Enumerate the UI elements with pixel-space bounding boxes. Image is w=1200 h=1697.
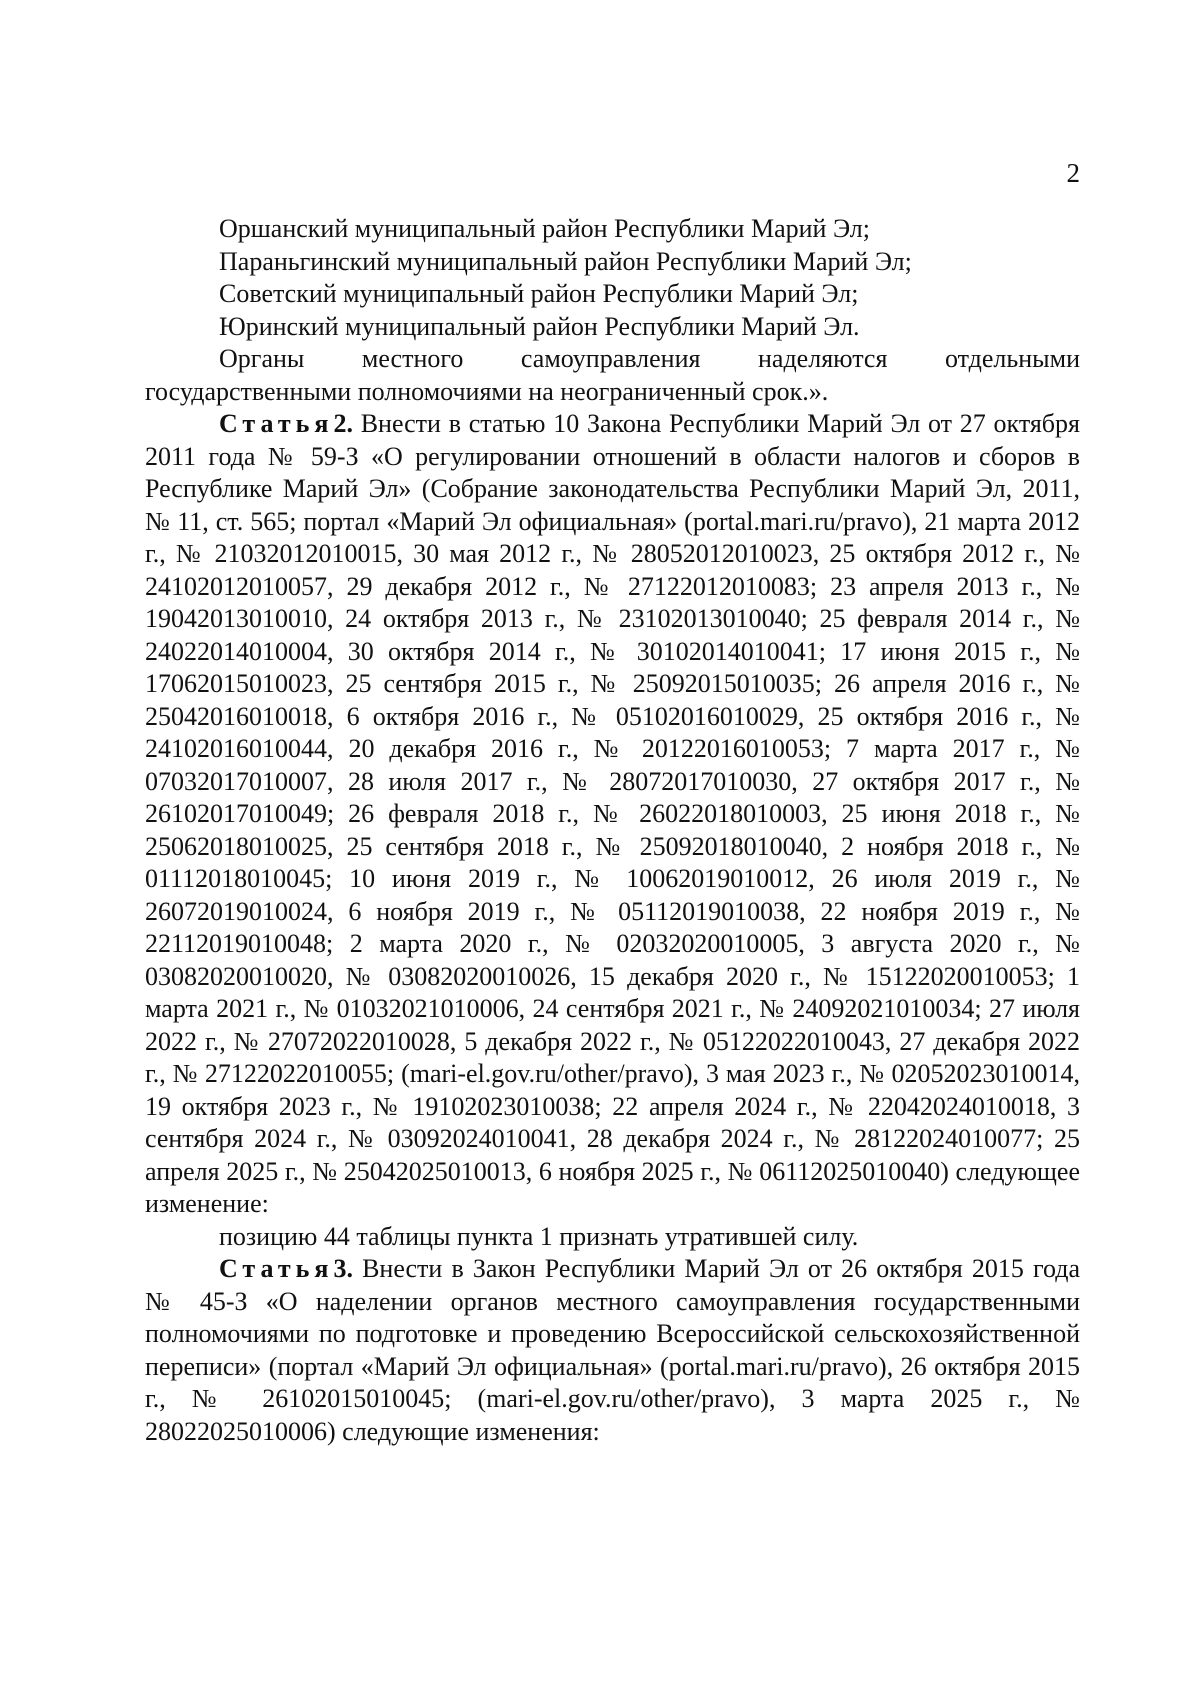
district-paranga: Параньгинский муниципальный район Республики Марий Эл; bbox=[219, 246, 912, 276]
article-3-label: Статья bbox=[219, 1254, 334, 1283]
document-body bbox=[145, 213, 1080, 1448]
article-2-label: Статья bbox=[219, 409, 334, 438]
district-orsha: Оршанский муниципальный район Республики Марий Эл; bbox=[219, 214, 870, 243]
article-3 bbox=[145, 1253, 1080, 1448]
term-paragraph: Органы местного самоуправления наделяются отдельными государственными полномочиями на неограниченный срок.». bbox=[145, 344, 1080, 406]
article-2 bbox=[145, 408, 1080, 1221]
article-3-number: 3. bbox=[333, 1254, 353, 1283]
district-yurino: Юринский муниципальный район Республики Марий Эл. bbox=[219, 311, 860, 341]
page-number: 2 bbox=[1066, 158, 1080, 188]
article-3-text: Внести в Закон Республики Марий Эл от 26 октября 2015 года № 45-З «О наделении органов местного самоуправления государственными полномочиями по подготовке и проведению Всероссийской сельскохозяйственной переписи» (портал «Марий Эл официальная» (portal.mari.ru/pravo), 26 октября 2015 г., № 26102015010045; (mari-el.gov.ru/other/pravo), 3 марта 2025 г., № 28022025010006) следующие изменения: bbox=[145, 1254, 1080, 1446]
article-2-item: позицию 44 таблицы пункта 1 признать утратившей силу. bbox=[219, 1221, 859, 1251]
article-2-number: 2. bbox=[333, 409, 353, 438]
district-sovetsky: Советский муниципальный район Республики Марий Эл; bbox=[219, 279, 859, 308]
article-2-text: Внести в статью 10 Закона Республики Марий Эл от 27 октября 2011 года № 59-З «О регулировании отношений в области налогов и сборов в Республике Марий Эл» (Собрание законодательства Республики Марий Эл, 2011, № 11, ст. 565; портал «Марий Эл официальная» (portal.mari.ru/pravo), 21 марта 2012 г., № 21032012010015, 30 мая 2012 г., № 28052012010023, 25 октября 2012 г., № 24102012010057, 29 декабря 2012 г., № 27122012010083; 23 апреля 2013 г., № 19042013010010, 24 октября 2013 г., № 23102013010040; 25 февраля 2014 г., № 24022014010004, 30 октября 2014 г., № 30102014010041; 17 июня 2015 г., № 17062015010023, 25 сентября 2015 г., № 25092015010035; 26 апреля 2016 г., № 25042016010018, 6 октября 2016 г., № 05102016010029, 25 октября 2016 г., № 24102016010044, 20 декабря 2016 г., № 20122016010053; 7 марта 2017 г., № 07032017010007, 28 июля 2017 г., № 28072017010030, 27 октября 2017 г., № 26102017010049; 26 февраля 2018 г., № 26022018010003, 25 июня 2018 г., № 25062018010025, 25 сентября 2018 г., № 25092018010040, 2 ноября 2018 г., № 01112018010045; 10 июня 2019 г., № 10062019010012, 26 июля 2019 г., № 26072019010024, 6 ноября 2019 г., № 05112019010038, 22 ноября 2019 г., № 22112019010048; 2 марта 2020 г., № 02032020010005, 3 августа 2020 г., № 03082020010020, № 03082020010026, 15 декабря 2020 г., № 15122020010053; 1 марта 2021 г., № 01032021010006, 24 сентября 2021 г., № 24092021010034; 27 июля 2022 г., № 27072022010028, 5 декабря 2022 г., № 05122022010043, 27 декабря 2022 г., № 27122022010055; (mari-el.gov.ru/other/pravo), 3 мая 2023 г., № 02052023010014, 19 октября 2023 г., № 19102023010038; 22 апреля 2024 г., № 22042024010018, 3 сентября 2024 г., № 03092024010041, 28 декабря 2024 г., № 28122024010077; 25 апреля 2025 г., № 25042025010013, 6 ноября 2025 г., № 06112025010040) следующее изменение: bbox=[145, 409, 1080, 1218]
